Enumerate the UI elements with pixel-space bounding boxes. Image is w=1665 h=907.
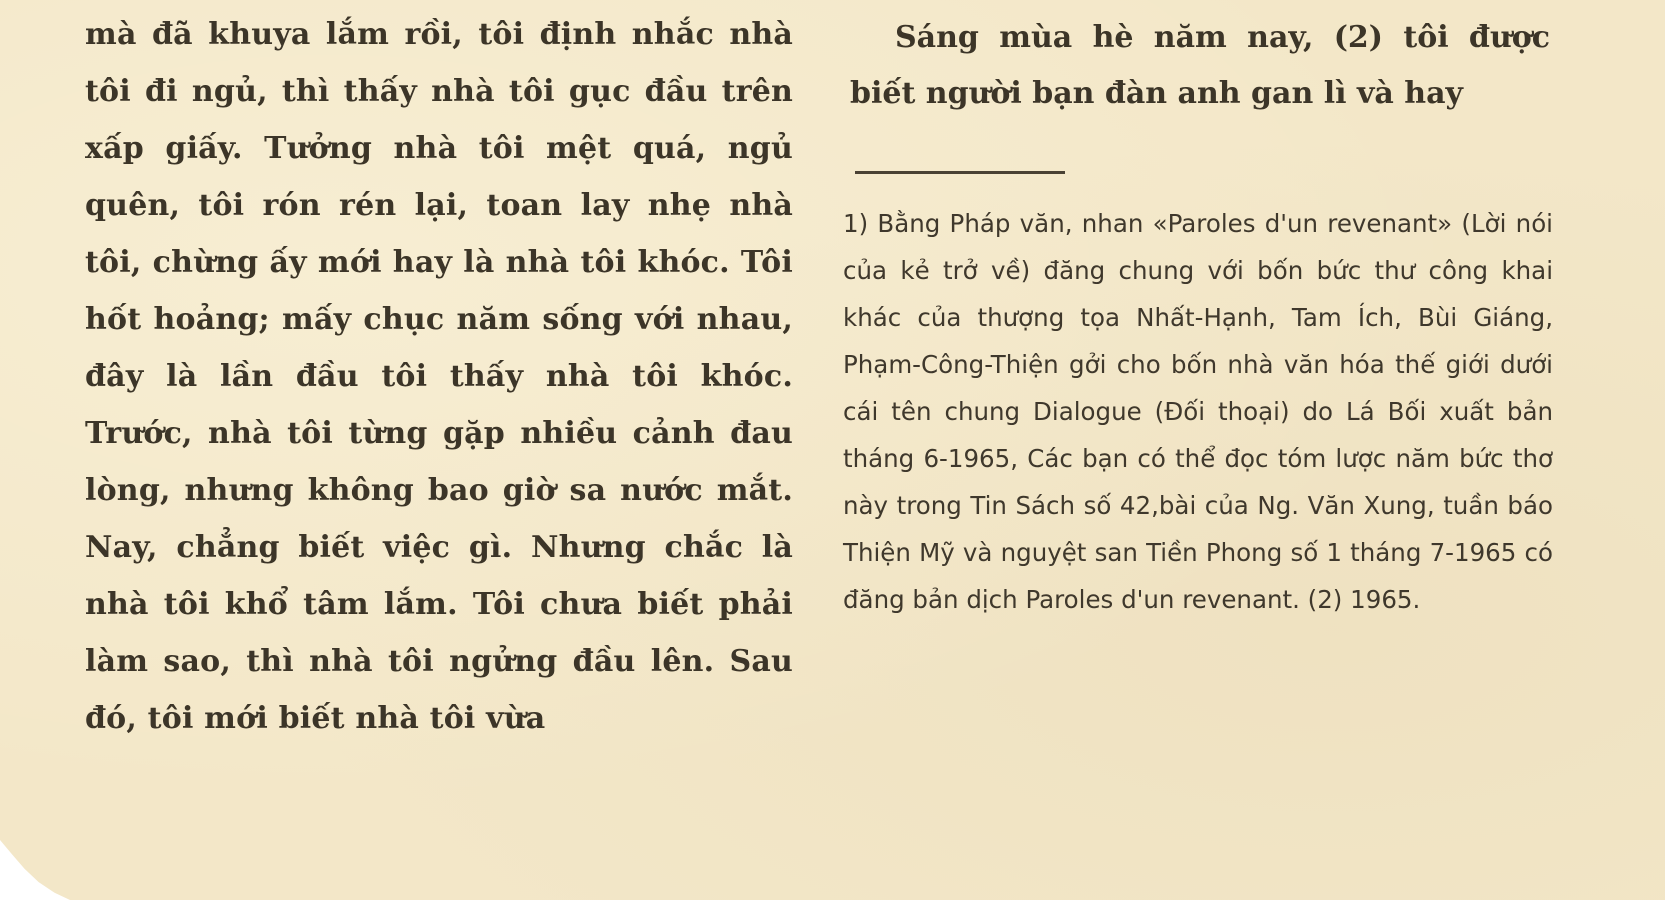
footnote <box>843 200 1553 623</box>
left-column <box>85 6 793 747</box>
footnote-divider <box>855 171 1065 174</box>
torn-corner <box>0 840 70 900</box>
right-column <box>850 10 1550 122</box>
left-column-paragraph: mà đã khuya lắm rồi, tôi định nhắc nhà tôi đi ngủ, thì thấy nhà tôi gục đầu trên xấp giấy. Tưởng nhà tôi mệt quá, ngủ quên, tôi rón rén lại, toan lay nhẹ nhà tôi, chừng ấy mới hay là nhà tôi khóc. Tôi hốt hoảng; mấy chục năm sống với nhau, đây là lần đầu tôi thấy nhà tôi khóc. Trước, nhà tôi từng gặp nhiều cảnh đau lòng, nhưng không bao giờ sa nước mắt. Nay, chẳng biết việc gì. Nhưng chắc là nhà tôi khổ tâm lắm. Tôi chưa biết phải làm sao, thì nhà tôi ngửng đầu lên. Sau đó, tôi mới biết nhà tôi vừa <box>85 17 793 736</box>
footnote-text: 1) Bằng Pháp văn, nhan «Paroles d'un revenant» (Lời nói của kẻ trở về) đăng chung với bốn bức thư công khai khác của thượng tọa Nhất-Hạnh, Tam Ích, Bùi Giáng, Phạm-Công-Thiện gởi cho bốn nhà văn hóa thế giới dưới cái tên chung Dialogue (Đối thoại) do Lá Bối xuất bản tháng 6-1965, Các bạn có thể đọc tóm lược năm bức thơ này trong Tin Sách số 42,bài của Ng. Văn Xung, tuần báo Thiện Mỹ và nguyệt san Tiền Phong số 1 tháng 7-1965 có đăng bản dịch Paroles d'un revenant. (2) 1965. <box>843 209 1553 614</box>
right-column-paragraph: Sáng mùa hè năm nay, (2) tôi được biết người bạn đàn anh gan lì và hay <box>850 20 1550 111</box>
